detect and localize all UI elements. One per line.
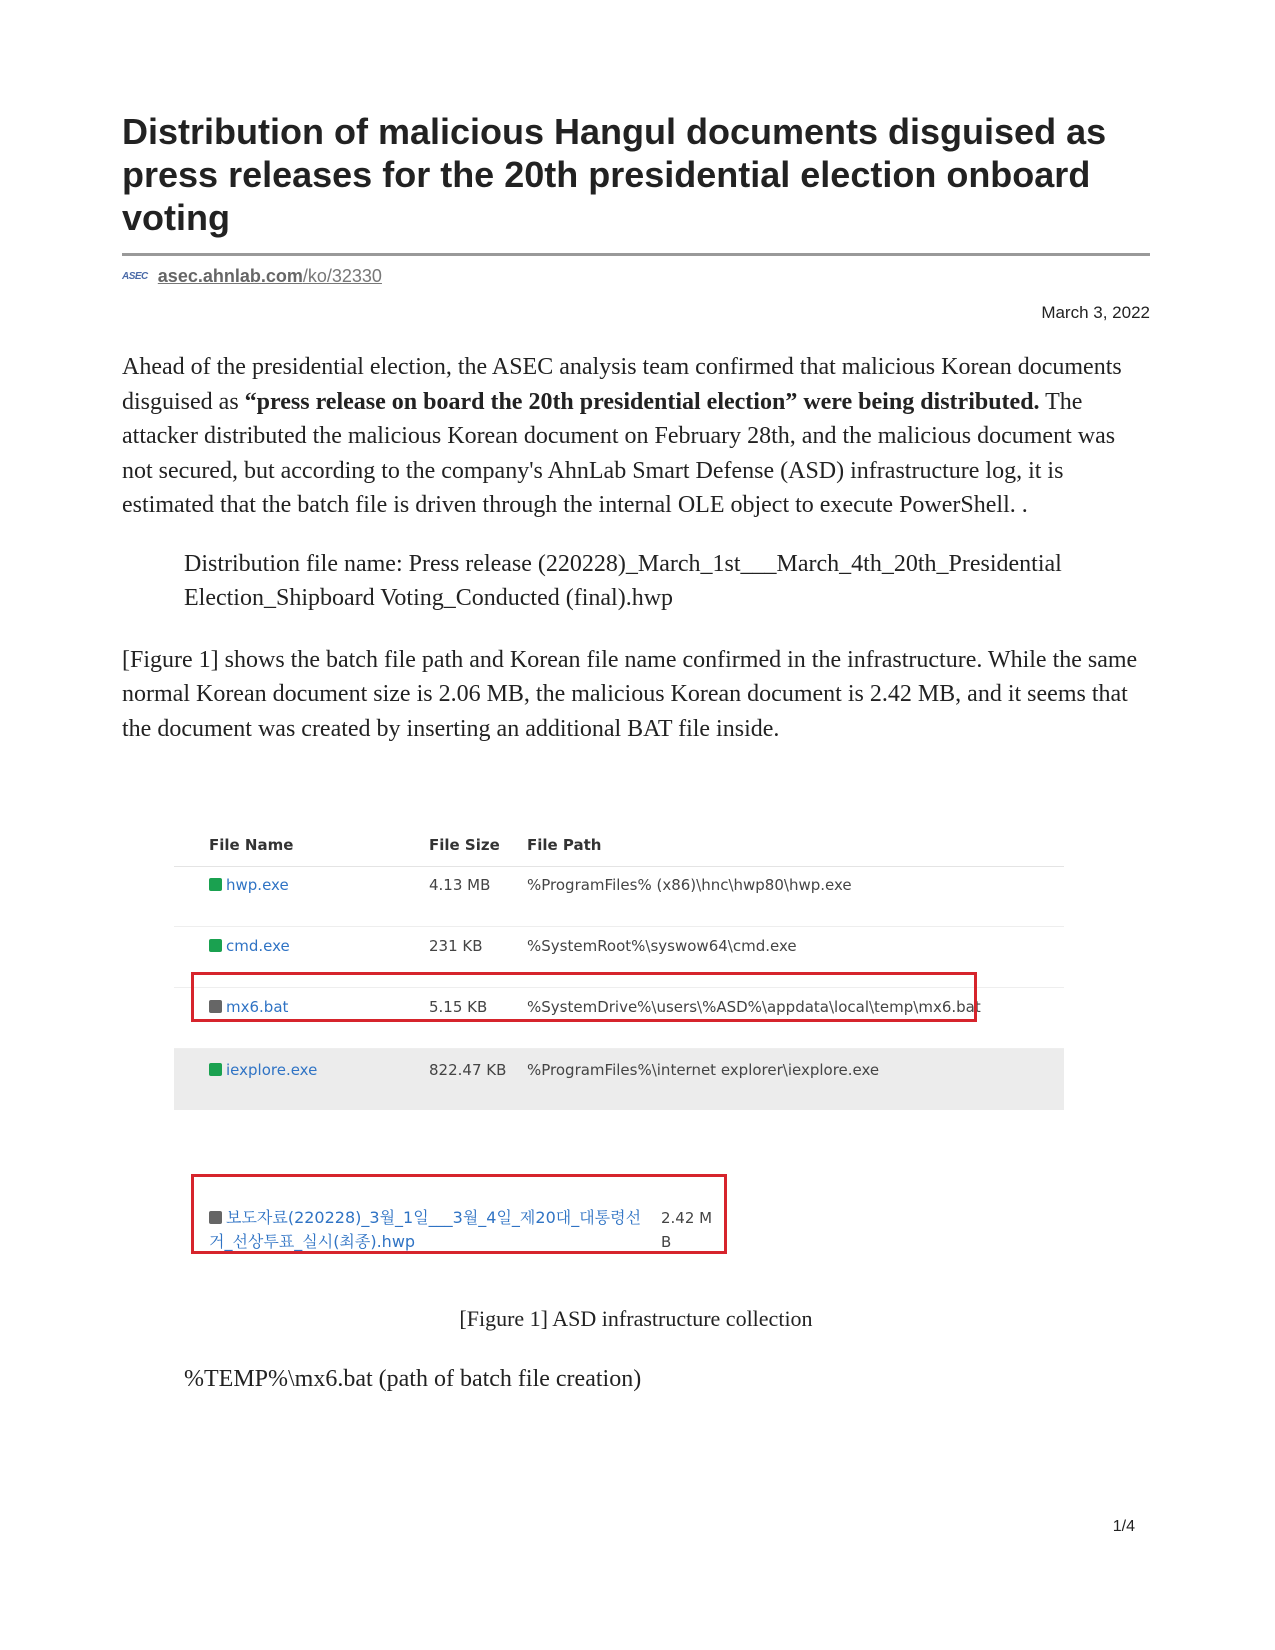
source-link[interactable]: asec.ahnlab.com/ko/32330 <box>157 266 382 286</box>
article <box>122 110 1150 1397</box>
figure-1 <box>122 806 1150 1366</box>
source-line <box>122 266 1150 287</box>
file-path: %SystemRoot%\syswow64\cmd.exe <box>527 937 797 955</box>
file-path: %ProgramFiles%\internet explorer\iexplore.exe <box>527 1061 880 1079</box>
page-number: 1/4 <box>1112 1518 1135 1535</box>
file-path: %ProgramFiles% (x86)\hnc\hwp80\hwp.exe <box>527 876 852 894</box>
file-path: %SystemDrive%\users\%ASD%\appdata\local\temp\mx6.bat <box>527 998 981 1016</box>
table-footer-area <box>174 1110 1064 1170</box>
table-row <box>174 866 1064 927</box>
column-header-file-path: File Path <box>527 836 602 854</box>
figure-description-paragraph: [Figure 1] shows the batch file path and Korean file name confirmed in the infrastructure. While the same normal Korean document size is 2.06 MB, the malicious Korean document is 2.42 MB, and it seems that the document was created by inserting an additional BAT file inside. <box>122 646 1138 742</box>
title-divider <box>122 253 1150 256</box>
page-title: Distribution of malicious Hangul documents disguised as press releases for the 20th presidential election onboard voting <box>122 111 1107 238</box>
file-name-link[interactable]: iexplore.exe <box>226 1061 318 1079</box>
file-name-link[interactable]: hwp.exe <box>226 876 289 894</box>
file-status-icon <box>209 878 222 891</box>
file-name-link[interactable]: cmd.exe <box>226 937 290 955</box>
distribution-file-name: Distribution file name: Press release (220228)_March_1st___March_4th_20th_Presidential Election_Shipboard Voting_Conducted (final).hwp <box>184 550 1062 611</box>
column-header-file-size: File Size <box>429 836 500 854</box>
figure-caption: [Figure 1] ASD infrastructure collection <box>459 1306 813 1331</box>
file-name-link[interactable]: mx6.bat <box>226 998 289 1016</box>
table-row <box>174 1049 1064 1110</box>
mx6-highlight-box <box>191 972 977 1022</box>
file-size: 4.13 MB <box>429 876 491 894</box>
file-size: 231 KB <box>429 937 483 955</box>
korean-file-highlight-box <box>191 1174 727 1254</box>
korean-file-size: 2.42 M B <box>661 1209 713 1251</box>
publish-date: March 3, 2022 <box>1041 303 1150 322</box>
source-logo-icon: ASEC <box>122 271 148 282</box>
korean-file-name-line1[interactable]: 보도자료(220228)_3월_1일___3월_4일_제20대_대통령선 <box>226 1208 642 1227</box>
file-status-icon <box>209 939 222 952</box>
korean-file-name-line2[interactable]: 거_선상투표_실시(최종).hwp <box>209 1232 416 1251</box>
table-header <box>174 826 1064 867</box>
temp-path-note: %TEMP%\mx6.bat (path of batch file creation) <box>184 1366 642 1392</box>
file-size: 822.47 KB <box>429 1061 507 1079</box>
file-size: 5.15 KB <box>429 998 488 1016</box>
intro-paragraph: Ahead of the presidential election, the ASEC analysis team confirmed that malicious Korean documents disguised as “press release on board the 20th presidential election” were being distributed. The attacker distributed the malicious Korean document on February 28th, and the malicious document was not secured, but according to the company's AhnLab Smart Defense (ASD) infrastructure log, it is estimated that the batch file is driven through the internal OLE object to execute PowerShell. . <box>122 354 1122 518</box>
file-status-icon <box>209 1063 222 1076</box>
column-header-file-name: File Name <box>209 836 294 854</box>
